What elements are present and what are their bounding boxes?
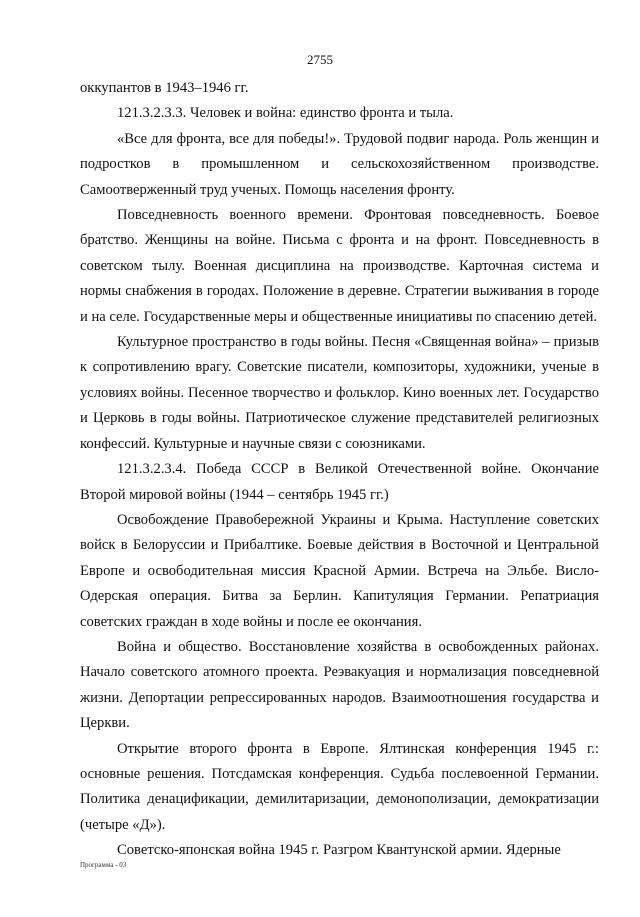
section-heading-121-3-2-3-4: 121.3.2.3.4. Победа СССР в Великой Отечественной войне. Окончание Второй мировой войны (1944 – сентябрь 1945 гг.): [80, 461, 599, 503]
paragraph-cultural-space: Культурное пространство в годы войны. Песня «Священная война» – призыв к сопротивлению врагу. Советские писатели, композиторы, художники, ученые в условиях войны. Песенное творчество и фольклор. Кино военных лет. Государство и Церковь в годы войны. Патриотическое служение представителей религиозных конфессий. Культурные и научные связи с союзниками.: [80, 334, 599, 452]
page-number: 2755: [307, 52, 333, 67]
paragraph-continuation: оккупантов в 1943–1946 гг.: [80, 80, 249, 96]
document-body: [80, 76, 599, 864]
paragraph-soviet-japanese-war: Советско-японская война 1945 г. Разгром Квантунской армии. Ядерные: [117, 842, 561, 859]
paragraph-second-front: Открытие второго фронта в Европе. Ялтинская конференция 1945 г.: основные решения. Потсдамская конференция. Судьба послевоенной Германии. Политика денацификации, демилитаризации, демонополизации, демократизации (четыре «Д»).: [80, 740, 599, 833]
paragraph-wartime-daily-life: Повседневность военного времени. Фронтовая повседневность. Боевое братство. Женщины на войне. Письма с фронта и на фронт. Повседневность в советском тылу. Военная дисциплина на производстве. Карточная система и нормы снабжения в городах. Положение в деревне. Стратегии выживания в городе и на селе. Государственные меры и общественные инициативы по спасению детей.: [80, 207, 599, 325]
paragraph-home-front: «Все для фронта, все для победы!». Трудовой подвиг народа. Роль женщин и подростков в промышленном и сельскохозяйственном производстве. Самоотверженный труд ученых. Помощь населения фронту.: [80, 130, 599, 198]
paragraph-war-and-society: Война и общество. Восстановление хозяйства в освобожденных районах. Начало советского атомного проекта. Реэвакуация и нормализация повседневной жизни. Депортации репрессированных народов. Взаимоотношения государства и Церкви.: [80, 638, 599, 732]
section-heading-121-3-2-3-3: 121.3.2.3.3. Человек и война: единство фронта и тыла.: [117, 105, 454, 122]
paragraph-liberation: Освобождение Правобережной Украины и Крыма. Наступление советских войск в Белоруссии и Прибалтике. Боевые действия в Восточной и Центральной Европе и освободительная миссия Красной Армии. Встреча на Эльбе. Висло-Одерская операция. Битва за Берлин. Капитуляция Германии. Репатриация советских граждан в ходе войны и после ее окончания.: [80, 511, 599, 630]
page-footer: Программа - 03: [80, 861, 127, 869]
